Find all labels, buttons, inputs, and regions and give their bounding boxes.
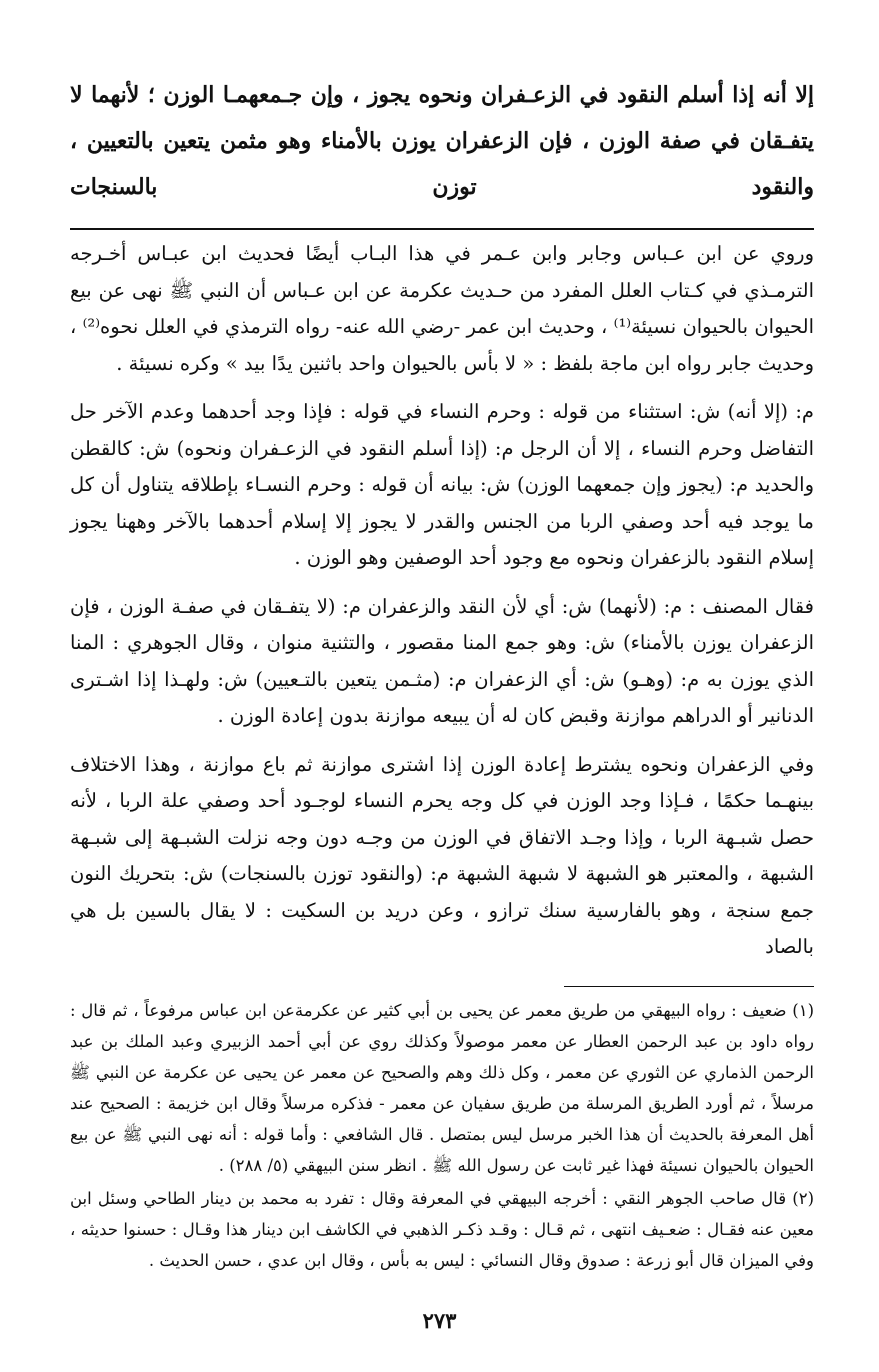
footnote-separator: [564, 986, 814, 987]
commentary-paragraph-3: فقال المصنف : م: (لأنهما) ش: أي لأن النقد والزعفران م: (لا يتفـقان في صفـة الوزن ، فإن الزعفران يوزن بالأمناء) ش: وهو جمع المنا مقصور ، والتثنية منوان ، وقال الجوهري : المنا الذي يوزن به م: (وهـو) ش: أي الزعفران م: (مثـمن يتعين بالتـعيين) ش: ولهـذا إذا اشـترى الدنانير أو الدراهم موازنة وقبض كان له أن يبيعه موازنة بدون إعادة الوزن .: [70, 594, 814, 727]
footnote-2: (٢) قال صاحب الجوهر النقي : أخرجه البيهقي في المعرفة وقال : تفرد به محمد بن دينار الطاحي وسئل ابن معين عنه فقـال : ضعـيف انتهى ، ثم قـال : وقـد ذكـر الذهبي في الكاشف ابن دينار هذا وقـال : حسنوا حديثه ، وفي الميزان قال أبو زرعة : صدوق وقال النسائي : ليس به بأس ، وقال ابن عدي ، حسن الحديث .: [70, 1188, 814, 1270]
commentary-paragraph-4: وفي الزعفران ونحوه يشترط إعادة الوزن إذا اشترى موازنة ثم باع موازنة ، وهذا الاختلاف بينهـما حكمًا ، فـإذا وجد الوزن في كل وجه يحرم النساء لوجـود أحد وصفي علة الربا ، لأنه حصل شبـهة الربا ، وإذا وجـد الاتفاق في الوزن من وجـه دون وجه نزلت الشبـهة إلى شبـهة الشبهة ، والمعتبر هو الشبهة لا شبهة الشبهة م: (والنقود توزن بالسنجات) ش: بتحريك النون جمع سنجة ، وهو بالفارسية سنك ترازو ، وعن دريد بن السكيت : لا يقال بالسين بل هي بالصاد: [70, 752, 814, 958]
commentary-paragraph-1: وروي عن ابن عـباس وجابر وابن عـمر في هذا البـاب أيضًا فحديث ابن عبـاس أخـرجه الترمـذي في كـتاب العلل المفرد من حـديث عكرمة عن ابن عـباس أن النبي ﷺ نهى عن بيع الحيوان بالحيوان نسيئة⁽¹⁾ ، وحديث ابن عمر -رضي الله عنه- رواه الترمذي في العلل نحوه⁽²⁾ ، وحديث جابر رواه ابن ماجة بلفظ : « لا بأس بالحيوان واحد باثنين يدًا بيد » وكره نسيئة .: [70, 242, 814, 375]
footnote-1: (١) ضعيف : رواه البيهقي من طريق معمر عن يحيى بن أبي كثير عن عكرمةعن ابن عباس مرفوعاً ، ثم قال : رواه داود بن عبد الرحمن العطار عن معمر موصولاً وكذلك روي عن أبي أحمد الزبيري وعبد الملك بن عبد الرحمن الذماري عن الثوري عن معمر ، وكل ذلك وهم والصحيح عن معمر عن يحيى عن عكرمة عن النبي ﷺ مرسلاً ، ثم أورد الطريق المرسلة من طريق سفيان عن معمر - فذكره مرسلاً وقال ابن خزيمة : الصحيح عند أهل المعرفة بالحديث أن هذا الخبر مرسل ليس بمتصل . قال الشافعي : وأما قوله : أنه نهى النبي ﷺ عن بيع الحيوان بالحيوان نسيئة فهذا غير ثابت عن رسول الله ﷺ . انظر سنن البيهقي (٥/ ٢٨٨) .: [70, 1000, 814, 1175]
page-number: ٢٧٣: [422, 1308, 457, 1333]
matn-text: إلا أنه إذا أسلم النقود في الزعـفران ونحوه يجوز ، وإن جـمعهمـا الوزن ؛ لأنهما لا يتفـقان في صفة الوزن ، فإن الزعفران يوزن بالأمناء وهو مثمن يتعين بالتعيين ، والنقود توزن بالسنجات: [70, 82, 814, 200]
page-body: [70, 72, 814, 1278]
commentary-paragraph-2: م: (إلا أنه) ش: استثناء من قوله : وحرم النساء في قوله : فإذا وجد أحدهما وعدم الآخر حل التفاضل وحرم النساء ، إلا أن الرجل م: (إذا أسلم النقود في الزعـفران ونحوه) ش: كالقطن والحديد م: (يجوز وإن جمعهما الوزن) ش: بيانه أن قوله : وحرم النسـاء بإطلاقه يتناول أن كل ما يوجد فيه أحد وصفي الربا من الجنس والقدر لا يجوز إلا إسلام أحدهما بالآخر وههنا يجوز إسلام النقود بالزعفران ونحوه مع وجود أحد الوصفين وهو الوزن .: [70, 400, 814, 569]
matn-separator: [70, 228, 814, 230]
